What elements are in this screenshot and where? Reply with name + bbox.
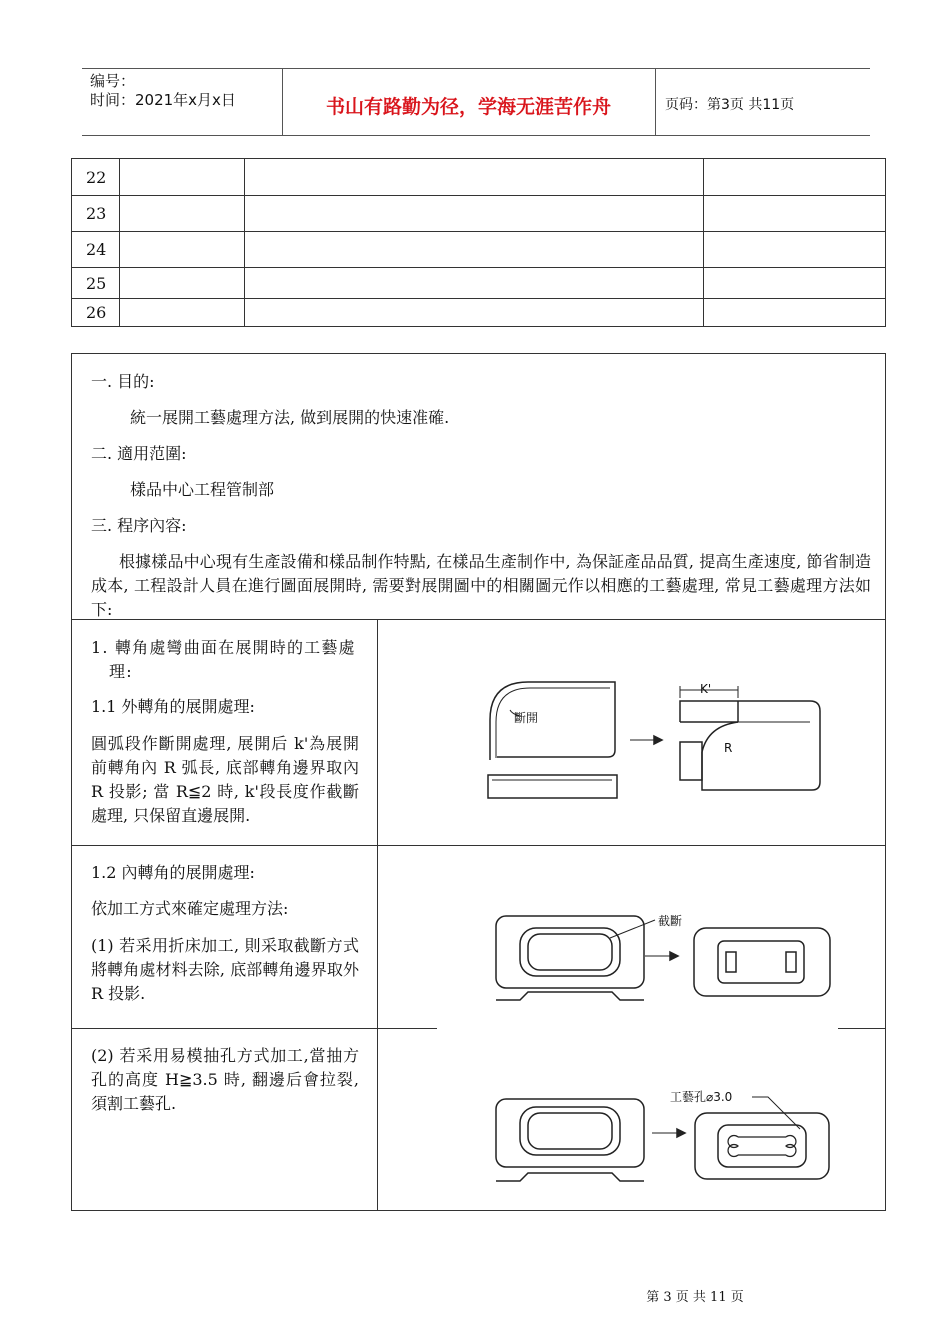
item11-title: 1.1 外轉角的展開處理: bbox=[91, 697, 255, 716]
procedure-title: 三. 程序內容: bbox=[91, 516, 187, 535]
figure-process-hole bbox=[490, 1085, 840, 1195]
table-row bbox=[72, 159, 886, 196]
row-number: 23 bbox=[72, 196, 120, 232]
table-row bbox=[72, 196, 886, 232]
header-motto: 书山有路勤为径，学海无涯苦作舟 bbox=[325, 96, 611, 118]
fig1-r-label: R bbox=[724, 741, 733, 755]
row-number: 22 bbox=[72, 159, 120, 196]
row-number: 24 bbox=[72, 232, 120, 268]
purpose-title: 一. 目的: bbox=[91, 372, 155, 391]
figure-outer-corner bbox=[480, 670, 840, 800]
header-number-label: 编号： bbox=[90, 72, 136, 90]
fig1-break-label: 斷開 bbox=[514, 711, 539, 725]
fig1-unfolded-outline bbox=[680, 701, 820, 790]
item11-text: 圓弧段作斷開處理, 展開后 k'為展開前轉角內 R 弧長, 底部轉角邊界取內 R 投影; 當 R≦2 時, k'段長度作截斷處理, 只保留直邊展開. bbox=[91, 734, 359, 825]
fig2-part-outline bbox=[496, 916, 644, 988]
item13-text: (2) 若采用易模抽孔方式加工,當抽方孔的高度 H≧3.5 時, 翻邊后會拉裂, 須割工藝孔. bbox=[91, 1046, 359, 1113]
grid-line bbox=[71, 619, 886, 620]
row-number: 26 bbox=[72, 299, 120, 327]
row-number: 25 bbox=[72, 268, 120, 299]
continuation-table bbox=[71, 158, 886, 327]
table-row bbox=[72, 232, 886, 268]
fig3-hole-label: 工藝孔⌀3.0 bbox=[670, 1090, 733, 1104]
item12-sub: 依加工方式來確定處理方法: bbox=[91, 899, 289, 918]
header-time-label: 时间：2021年x月x日 bbox=[90, 91, 236, 109]
header-page-info: 页码：第3页 共11页 bbox=[665, 97, 795, 113]
item1-title: 1. 轉角處彎曲面在展開時的工藝處理: bbox=[91, 638, 356, 681]
fig3-unfolded-outline bbox=[695, 1113, 829, 1179]
table-row bbox=[72, 268, 886, 299]
fig1-bottom-strip bbox=[488, 775, 617, 798]
grid-line bbox=[71, 845, 886, 846]
page-footer: 第 3 页 共 11 页 bbox=[646, 1290, 744, 1305]
procedure-text: 根據樣品中心現有生產設備和樣品制作特點, 在樣品生產制作中, 為保証產品品質, 提高生產速度, 節省制造成本, 工程設計人員在進行圖面展開時, 需要對展開圖中的相關圖元作以相應的工藝處理, 常見工藝處理方法如下: bbox=[91, 552, 871, 619]
grid-line bbox=[838, 1028, 886, 1029]
item12-text: (1) 若采用折床加工, 則采取截斷方式將轉角處材料去除, 底部轉角邊界取外 R 投影. bbox=[91, 936, 359, 1003]
purpose-text: 統一展開工藝處理方法, 做到展開的快速准確. bbox=[130, 408, 450, 427]
grid-line bbox=[71, 1028, 437, 1029]
fig2-cut-label: 截斷 bbox=[658, 914, 683, 928]
figure-inner-corner-press bbox=[490, 908, 840, 1008]
fig2-unfolded-outline bbox=[694, 928, 830, 996]
grid-line bbox=[377, 619, 378, 1211]
header-bottom-rule bbox=[82, 135, 870, 136]
item12-title: 1.2 內轉角的展開處理: bbox=[91, 863, 255, 882]
fig1-k-label: K' bbox=[700, 682, 712, 696]
header-top-rule bbox=[82, 68, 870, 69]
header-meta bbox=[90, 72, 236, 110]
header-divider-right bbox=[655, 68, 656, 135]
fig3-side-view bbox=[496, 1173, 644, 1181]
table-row bbox=[72, 299, 886, 327]
scope-title: 二. 適用范圍: bbox=[91, 444, 187, 463]
scope-text: 樣品中心工程管制部 bbox=[130, 480, 275, 499]
fig2-side-view bbox=[496, 992, 644, 1000]
fig3-part-outline bbox=[496, 1099, 644, 1167]
